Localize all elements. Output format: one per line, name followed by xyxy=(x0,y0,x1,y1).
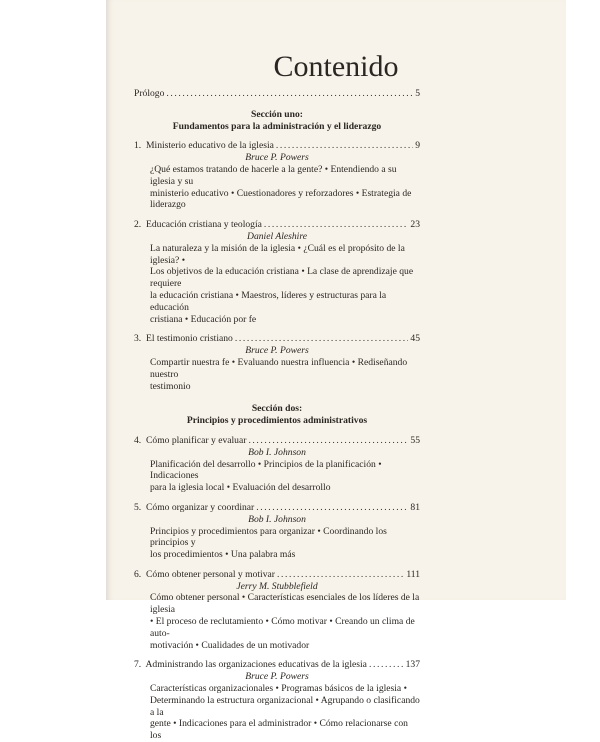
chapter-topics-line: los procedimientos • Una palabra más xyxy=(150,549,296,561)
dot-leader xyxy=(276,140,413,152)
toc-entry[interactable] xyxy=(134,219,420,231)
table-of-contents xyxy=(134,88,420,742)
chapter-topics xyxy=(134,164,420,211)
toc-entry[interactable] xyxy=(134,333,420,345)
dot-leader xyxy=(166,88,413,100)
chapter-topics xyxy=(134,526,420,561)
chapter-topics-line: liderazgo xyxy=(150,199,186,211)
toc-chapter xyxy=(134,435,420,494)
chapter-author: Jerry M. Stubblefield xyxy=(236,580,318,592)
toc-entry-label: 4. Cómo planificar y evaluar xyxy=(134,434,247,446)
chapter-topics-line: Determinando la estructura organizacional • Agrupando o clasificando a la xyxy=(150,694,420,718)
chapter-topics-line: gente • Indicaciones para el administrador • Cómo relacionarse con los xyxy=(150,718,408,742)
toc-entry-label: 2. Educación cristiana y teología xyxy=(134,219,262,231)
chapter-topics-line: ministerio educativo • Cuestionadores y reforzadores • Estrategia de xyxy=(150,187,412,199)
toc-entry[interactable] xyxy=(134,659,420,671)
chapter-author: Bruce P. Powers xyxy=(245,152,309,164)
chapter-topics xyxy=(134,459,420,494)
toc-entry[interactable] xyxy=(134,140,420,152)
chapter-topics-line: La naturaleza y la misión de la iglesia • ¿Cuál es el propósito de la iglesia? • xyxy=(150,242,405,266)
toc-chapter xyxy=(134,219,420,325)
toc-page-number: 137 xyxy=(405,659,420,671)
dot-leader xyxy=(248,435,408,447)
chapter-topics-line: Características organizacionales • Programas básicos de la iglesia • xyxy=(150,683,407,695)
toc-entry-label: 3. El testimonio cristiano xyxy=(134,333,233,345)
toc-entry-label: 5. Cómo organizar y coordinar xyxy=(134,501,255,513)
dot-leader xyxy=(256,502,408,514)
chapter-topics-line: Planificación del desarrollo • Principios de la planificación • Indicaciones xyxy=(150,458,382,482)
chapter-topics-line: testimonio xyxy=(150,380,191,392)
toc-chapter xyxy=(134,333,420,392)
toc-chapter xyxy=(134,140,420,211)
toc-page-number: 5 xyxy=(415,88,420,99)
toc-entry-label: 1. Ministerio educativo de la iglesia xyxy=(134,140,274,152)
chapter-topics-line: Principios y procedimientos para organizar • Coordinando los principios y xyxy=(150,525,387,549)
chapter-topics-line: cristiana • Educación por fe xyxy=(150,313,257,325)
toc-page-number: 23 xyxy=(410,219,420,231)
dot-leader xyxy=(264,219,409,231)
bleed-through-text xyxy=(256,8,456,16)
toc-chapter xyxy=(134,502,420,561)
section-title: Sección dos: xyxy=(251,403,303,415)
section-title: Sección uno: xyxy=(251,108,303,120)
toc-entry-label: Prólogo xyxy=(134,88,165,99)
chapter-topics-line: • El proceso de reclutamiento • Cómo motivar • Creando un clima de auto- xyxy=(150,616,415,639)
toc-chapter xyxy=(134,659,420,742)
toc-entry[interactable] xyxy=(134,502,420,514)
section-heading xyxy=(134,403,420,427)
chapter-topics-line: Cómo obtener personal • Características esenciales de los líderes de la iglesia xyxy=(150,592,420,616)
toc-entry[interactable] xyxy=(134,435,420,447)
chapter-author: Bob I. Johnson xyxy=(248,446,306,458)
toc-entry-label: 7. Administrando las organizaciones educativas de la iglesia xyxy=(134,659,367,671)
toc-page-number: 9 xyxy=(415,140,420,152)
toc-sections xyxy=(134,109,420,742)
chapter-topics xyxy=(134,243,420,326)
section-subtitle: Principios y procedimientos administrativos xyxy=(186,415,368,427)
chapter-author: Bruce P. Powers xyxy=(245,671,309,683)
toc-entry-label: 6. Cómo obtener personal y motivar xyxy=(134,568,275,580)
toc-entry[interactable] xyxy=(134,569,420,581)
dot-leader xyxy=(235,333,409,345)
chapter-topics-line: Compartir nuestra fe • Evaluando nuestra influencia • Rediseñando nuestro xyxy=(150,356,408,380)
toc-page-number: 55 xyxy=(410,434,420,446)
chapter-author: Bob I. Johnson xyxy=(248,513,306,525)
chapter-author: Daniel Aleshire xyxy=(247,230,307,242)
dot-leader xyxy=(369,659,404,671)
section-heading xyxy=(134,109,420,133)
toc-page-number: 81 xyxy=(410,501,420,513)
chapter-topics-line: ¿Qué estamos tratando de hacerle a la gente? • Entendiendo a su iglesia y su xyxy=(150,163,397,187)
chapter-topics xyxy=(134,683,420,742)
chapter-topics-line: Los objetivos de la educación cristiana • La clase de aprendizaje que requiere xyxy=(150,266,414,290)
section-subtitle: Fundamentos para la administración y el liderazgo xyxy=(172,120,382,132)
page-title: Contenido xyxy=(273,50,399,83)
toc-page-number: 45 xyxy=(410,333,420,345)
chapter-topics-line: motivación • Cualidades de un motivador xyxy=(150,639,310,651)
toc-chapter xyxy=(134,569,420,652)
toc-entry-prologue[interactable] xyxy=(134,88,420,100)
chapter-topics-line: para la iglesia local • Evaluación del desarrollo xyxy=(150,482,331,494)
toc-page-number: 111 xyxy=(406,568,420,580)
chapter-topics xyxy=(134,592,420,651)
chapter-author: Bruce P. Powers xyxy=(245,345,309,357)
chapter-topics xyxy=(134,357,420,392)
book-page xyxy=(106,0,566,742)
chapter-topics-line: la educación cristiana • Maestros, líderes y estructuras para la educación xyxy=(150,289,387,313)
dot-leader xyxy=(277,569,404,581)
